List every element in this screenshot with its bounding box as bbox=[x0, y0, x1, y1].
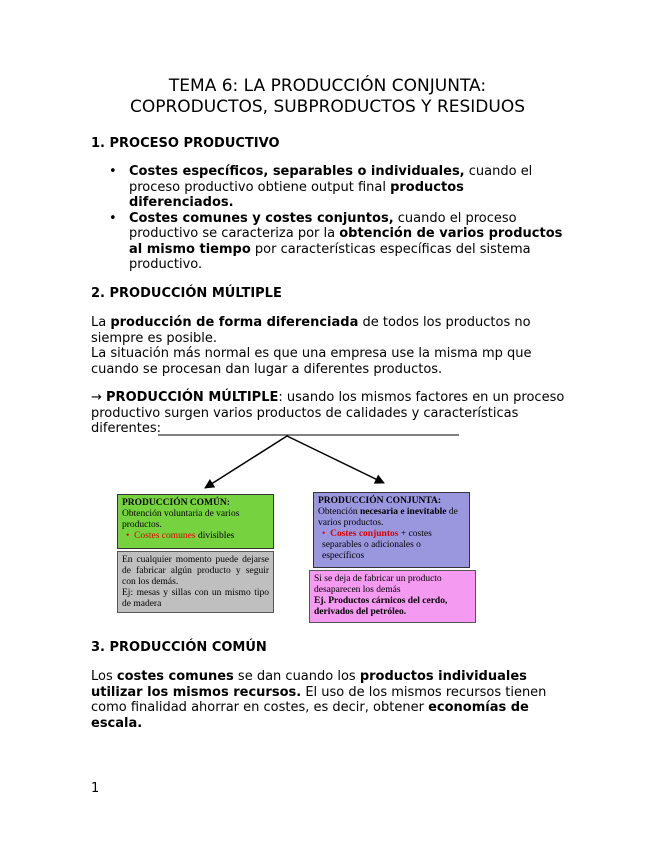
s3-text-3: El uso de los mismos recursos tienen como finalidad ahorrar en costes, es decir, obtener bbox=[91, 684, 547, 715]
conjunta-box-title: PRODUCCIÓN CONJUNTA: bbox=[318, 496, 442, 506]
arrow-right bbox=[287, 436, 384, 483]
conjunta-note-line-2: Ej. Productos cárnicos del cerdo, derivados del petróleo. bbox=[314, 596, 448, 617]
comun-box-bullet-red: Costes comunes bbox=[134, 531, 196, 541]
page-number: 1 bbox=[91, 781, 100, 796]
bullet-1-bold-2: productos diferenciados. bbox=[129, 179, 464, 210]
conjunta-box-bullet-red: Costes conjuntos bbox=[330, 529, 399, 539]
s2p1-text-1: La bbox=[91, 315, 111, 330]
s3-text-1: Los bbox=[91, 669, 117, 684]
s2p3-text-1: : usando los mismos factores en un proceso productivo surgen varios productos de calidades y características diferentes: bbox=[91, 390, 565, 436]
bullet-2-text-1: cuando el proceso productivo se caracteriza por la bbox=[129, 210, 517, 241]
title-line-1: TEMA 6: LA PRODUCCIÓN CONJUNTA: bbox=[168, 76, 487, 96]
conjunta-desc-bold: necesaria e inevitable bbox=[359, 507, 447, 517]
bullet-2-text-2: por características específicas del sistema productivo. bbox=[129, 241, 531, 272]
produccion-conjunta-box bbox=[313, 492, 470, 568]
conjunta-note-line-1: Si se deja de fabricar un producto desaparecen los demás bbox=[314, 574, 442, 595]
section-1-heading: 1. PROCESO PRODUCTIVO bbox=[91, 136, 280, 151]
conjunta-box-bullet-rest: + costes separables o adicionales o específicos bbox=[322, 529, 432, 561]
conjunta-box-desc bbox=[318, 507, 465, 529]
produccion-conjunta-note bbox=[309, 570, 476, 623]
bullet-1-bold-1: Costes específicos, separables o individuales, bbox=[129, 164, 465, 179]
comun-box-bullet-rest: divisibles bbox=[195, 531, 235, 541]
produccion-comun-box bbox=[117, 494, 274, 549]
s3-text-2: se dan cuando los bbox=[233, 669, 360, 684]
comun-note-line-1: En cualquier momento puede dejarse de fabricar algún producto y seguir con los demás. bbox=[122, 555, 269, 587]
comun-box-title: PRODUCCIÓN COMÚN: bbox=[122, 498, 230, 508]
comun-note-line-2: Ej: mesas y sillas con un mismo tipo de madera bbox=[122, 588, 269, 609]
s3-bold-3: economías de escala. bbox=[91, 700, 529, 731]
comun-box-desc: Obtención voluntaria de varios productos. bbox=[122, 509, 240, 530]
s2p1-text-2: de todos los productos no siempre es posible. bbox=[91, 315, 531, 346]
bullet-2-bold-1: Costes comunes y costes conjuntos, bbox=[129, 210, 394, 226]
conjunta-box-bullet: • Costes conjuntos + costes separables o adicionales o específicos bbox=[322, 529, 432, 561]
section-3-paragraph bbox=[91, 669, 571, 731]
bullet-2-bold-2: obtención de varios productos al mismo tiempo bbox=[129, 226, 563, 257]
s3-bold-1: costes comunes bbox=[116, 669, 234, 684]
title-line-2: COPRODUCTOS, SUBPRODUCTOS Y RESIDUOS bbox=[129, 97, 526, 117]
arrow-left bbox=[205, 436, 287, 488]
produccion-comun-note bbox=[117, 551, 274, 613]
bullet-1-text-1: cuando el proceso productivo obtiene output final bbox=[129, 164, 533, 195]
s2p1-bold-1: producción de forma diferenciada bbox=[110, 315, 359, 330]
comun-box-bullet: • Costes comunes divisibles bbox=[126, 531, 235, 541]
conjunta-desc-pre: Obtención bbox=[318, 507, 360, 517]
s3-bold-2: productos individuales utilizar los mismos recursos. bbox=[91, 669, 527, 700]
section-3-heading: 3. PRODUCCIÓN COMÚN bbox=[91, 640, 267, 655]
s2p3-bold-1: PRODUCCIÓN MÚLTIPLE bbox=[106, 390, 279, 405]
section-2-paragraph-2: La situación más normal es que una empresa use la misma mp que cuando se procesan dan lugar a diferentes productos. bbox=[91, 346, 532, 377]
section-2-heading: 2. PRODUCCIÓN MÚLTIPLE bbox=[91, 286, 282, 301]
conjunta-desc-post: de varios productos. bbox=[318, 507, 458, 528]
arrow-glyph: → bbox=[91, 390, 107, 405]
